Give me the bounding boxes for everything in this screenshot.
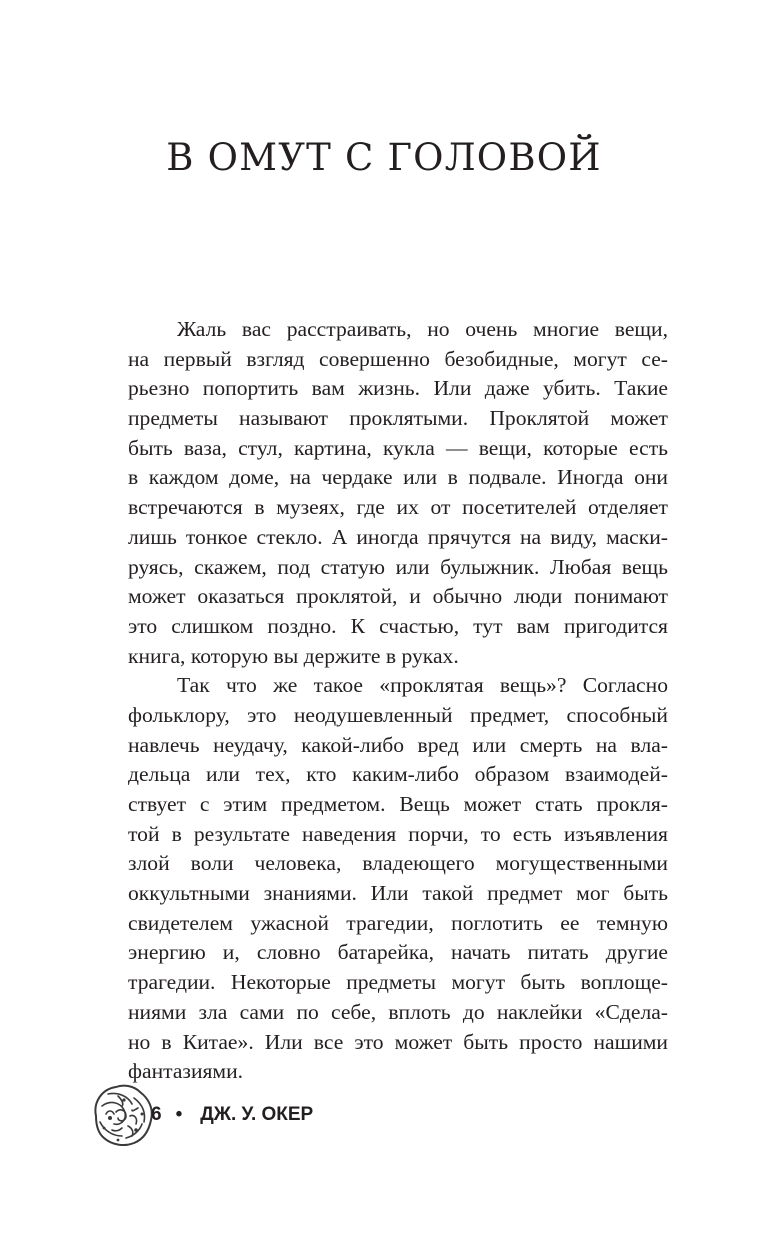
text-line: дельца или тех, кто каким-либо образом взаимодей- <box>128 762 668 787</box>
text-line: трагедии. Некоторые предметы могут быть воплоще- <box>128 970 668 995</box>
text-line: рьезно попортить вам жизнь. Или даже убить. Такие <box>128 376 668 401</box>
text-line: свидетелем ужасной трагедии, поглотить ее темную <box>128 910 668 935</box>
text-line: Жаль вас расстраивать, но очень многие вещи, <box>177 317 668 341</box>
body-text <box>128 315 668 1087</box>
running-footer <box>151 1104 313 1126</box>
text-line: это слишком поздно. К счастью, тут вам пригодится <box>128 613 668 638</box>
text-line: книга, которую вы держите в руках. <box>128 643 459 668</box>
text-line: ниями зла сами по себе, вплоть до наклейки «Сдела- <box>128 999 668 1024</box>
footer-separator: • <box>175 1104 183 1125</box>
text-line: на первый взгляд совершенно безобидные, могут се- <box>128 346 668 371</box>
chapter-title: В ОМУТ С ГОЛОВОЙ <box>166 136 602 179</box>
text-line: ствует с этим предметом. Вещь может стать прокля- <box>128 792 668 816</box>
text-line: Так что же такое «проклятая вещь»? Согласно <box>177 673 668 698</box>
text-line: навлечь неудачу, какой-либо вред или смерть на вла- <box>128 732 668 757</box>
crumpled-ornament-emblem-icon <box>88 1080 158 1150</box>
text-line: может оказаться проклятой, и обычно люди понимают <box>128 584 668 609</box>
text-line: энергию и, словно батарейка, начать питать другие <box>128 940 668 965</box>
text-line: фольклору, это неодушевленный предмет, способный <box>128 702 668 727</box>
text-line: руясь, скажем, под статую или булыжник. Любая вещь <box>128 554 668 579</box>
author-name: ДЖ. У. ОКЕР <box>200 1104 314 1125</box>
text-line: фантазиями. <box>128 1059 244 1084</box>
text-line: быть ваза, стул, картина, кукла — вещи, которые есть <box>128 435 668 460</box>
text-line: но в Китае». Или все это может быть просто нашими <box>128 1029 668 1054</box>
page-number: 6 <box>151 1104 162 1125</box>
text-line: той в результате наведения порчи, то есть изъявления <box>128 821 668 846</box>
text-line: оккультными знаниями. Или такой предмет мог быть <box>128 881 668 906</box>
text-line: злой воли человека, владеющего могущественными <box>128 851 668 876</box>
text-line: лишь тонкое стекло. А иногда прячутся на виду, маски- <box>128 524 668 549</box>
text-line: предметы называют проклятыми. Проклятой может <box>128 406 668 431</box>
text-line: в каждом доме, на чердаке или в подвале. Иногда они <box>128 465 668 490</box>
text-line: встречаются в музеях, где их от посетителей отделяет <box>128 495 668 520</box>
